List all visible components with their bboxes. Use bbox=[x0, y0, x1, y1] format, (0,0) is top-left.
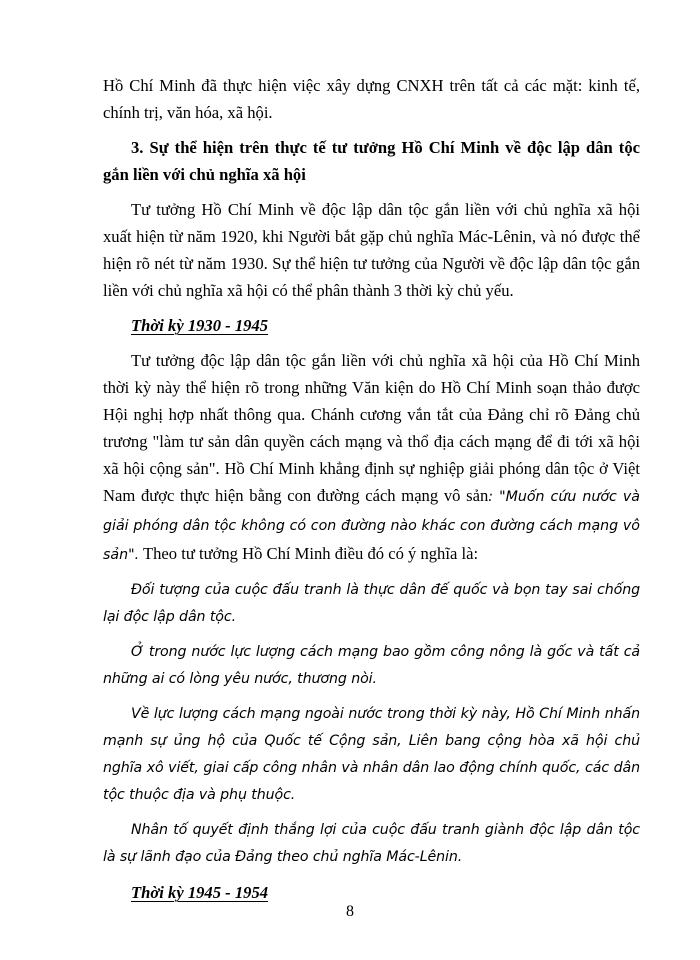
paragraph-intro-continuation: Hồ Chí Minh đã thực hiện việc xây dựng CNXH trên tất cả các mặt: kinh tế, chính trị, văn hóa, xã hội. bbox=[103, 76, 640, 122]
page-body bbox=[103, 72, 640, 906]
period-label: Thời kỳ 1930 - 1945 bbox=[131, 316, 269, 335]
italic-point-target: Đối tượng của cuộc đấu tranh là thực dân đế quốc và bọn tay sai chống lại độc lập dân tộc. bbox=[103, 582, 640, 625]
page-number: 8 bbox=[346, 903, 354, 920]
italic-point-domestic-forces: Ở trong nước lực lượng cách mạng bao gồm công nông là gốc và tất cả những ai có lòng yêu nước, thương nòi. bbox=[103, 644, 640, 687]
paragraph-1930-1945 bbox=[103, 347, 640, 569]
period-label: Thời kỳ 1945 - 1954 bbox=[131, 883, 269, 902]
italic-point-foreign-forces: Về lực lượng cách mạng ngoài nước trong thời kỳ này, Hồ Chí Minh nhấn mạnh sự ủng hộ của Quốc tế Cộng sản, Liên bang cộng hòa xã hội chủ nghĩa xô viết, giai cấp công nhân và nhân dân lao động chính quốc, các dân tộc thuộc địa và phụ thuộc. bbox=[103, 706, 640, 803]
section-heading-3: 3. Sự thể hiện trên thực tế tư tưởng Hồ Chí Minh về độc lập dân tộc gắn liền với chủ nghĩa xã hội bbox=[103, 138, 640, 184]
period-heading-1945-1954 bbox=[103, 879, 640, 906]
paragraph-overview: Tư tưởng Hồ Chí Minh về độc lập dân tộc gắn liền với chủ nghĩa xã hội xuất hiện từ năm 1920, khi Người bắt gặp chủ nghĩa Mác-Lênin, và nó được thể hiện rõ nét từ năm 1930. Sự thể hiện tư tưởng của Người về độc lập dân tộc gắn liền với chủ nghĩa xã hội có thể phân thành 3 thời kỳ chủ yếu. bbox=[103, 200, 640, 300]
italic-point-decisive-factor: Nhân tố quyết định thắng lợi của cuộc đấu tranh giành độc lập dân tộc là sự lãnh đạo của Đảng theo chủ nghĩa Mác-Lênin. bbox=[103, 822, 640, 865]
period-heading-1930-1945 bbox=[103, 312, 640, 339]
paragraph-tail: Theo tư tưởng Hồ Chí Minh điều đó có ý nghĩa là: bbox=[139, 544, 479, 563]
paragraph-text: Tư tưởng độc lập dân tộc gắn liền với chủ nghĩa xã hội của Hồ Chí Minh thời kỳ này thể hiện rõ trong những Văn kiện do Hồ Chí Minh soạn thảo được Hội nghị hợp nhất thông qua. Chánh cương vắn tắt của Đảng chỉ rõ Đảng chủ trương "làm tư sản dân quyền cách mạng và thổ địa cách mạng để đi tới xã hội xã hội cộng sản". Hồ Chí Minh khẳng định sự nghiệp giải phóng dân tộc ở Việt Nam được thực hiện bằng con đường cách mạng vô sản bbox=[103, 351, 640, 505]
ho-chi-minh-quote: : "Muốn cứu nước và giải phóng dân tộc không có con đường nào khác con đường cách mạng vô sản". bbox=[103, 489, 640, 563]
